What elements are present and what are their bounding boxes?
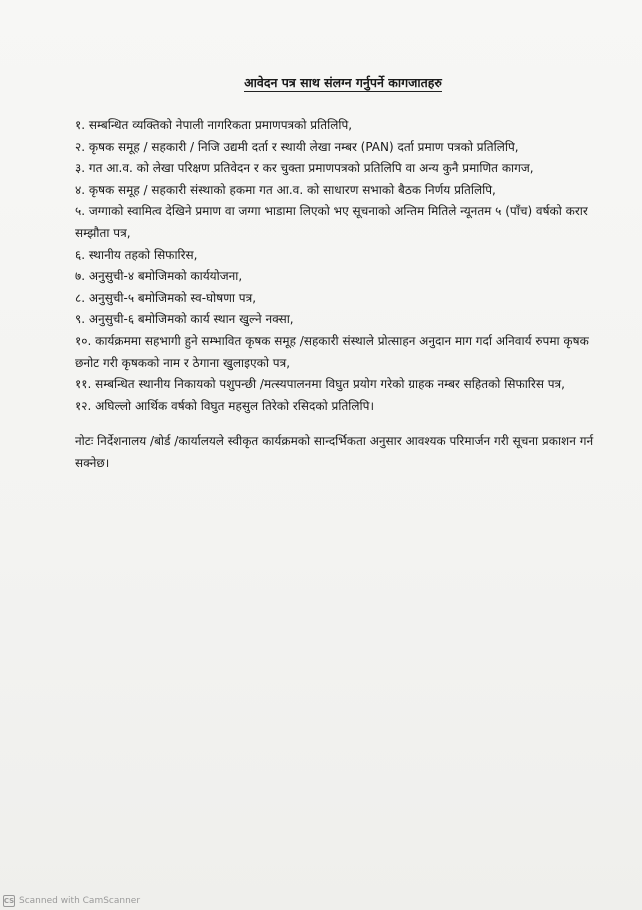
list-item: ५. जग्गाको स्वामित्व देखिने प्रमाण वा जग्गा भाडामा लिएको भए सूचनाको अन्तिम मितिले न्यूनतम ५ (पाँच) वर्षको करार सम्झौता पत्र, xyxy=(75,204,588,240)
list-item: ९. अनुसुची-६ बमोजिमको कार्य स्थान खुल्ने नक्सा, xyxy=(75,312,294,327)
list-item: ४. कृषक समूह / सहकारी संस्थाको हकमा गत आ.व. को साधारण सभाको बैठक निर्णय प्रतिलिपि, xyxy=(75,182,496,197)
note-paragraph: नोटः निर्देशनालय /बोर्ड /कार्यालयले स्वीकृत कार्यक्रमको सान्दर्भिकता अनुसार आवश्यक परिमार्जन गरी सूचना प्रकाशन गर्न सक्नेछ। xyxy=(75,434,594,470)
camscanner-icon: CS xyxy=(3,897,15,905)
list-item: ६. स्थानीय तहको सिफारिस, xyxy=(75,247,198,262)
list-item: ७. अनुसुची-४ बमोजिमको कार्ययोजना, xyxy=(75,269,243,284)
list-item: १. सम्बन्धित व्यक्तिको नेपाली नागरिकता प्रमाणपत्रको प्रतिलिपि, xyxy=(75,118,353,132)
list-item: १०. कार्यक्रममा सहभागी हुने सम्भावित कृषक समूह /सहकारी संस्थाले प्रोत्साहन अनुदान माग गर्दा अनिवार्य रुपमा कृषक छनोट गरी कृषकको नाम र ठेगाना खुलाइएको पत्र, xyxy=(75,333,589,370)
list-item: ३. गत आ.व. को लेखा परिक्षण प्रतिवेदन र कर चुक्ता प्रमाणपत्रको प्रतिलिपि वा अन्य कुनै प्रमाणित कागज, xyxy=(75,161,534,176)
list-item: ८. अनुसुची-५ बमोजिमको स्व-घोषणा पत्र, xyxy=(75,290,257,305)
list-item: १२. अघिल्लो आर्थिक वर्षको विघुत महसुल तिरेको रसिदको प्रतिलिपि। xyxy=(75,398,375,413)
watermark-text: Scanned with CamScanner xyxy=(19,896,141,906)
list-item: २. कृषक समूह / सहकारी / निजि उद्यमी दर्ता र स्थायी लेखा नम्बर (PAN) दर्ता प्रमाण पत्रको प्रतिलिपि, xyxy=(75,139,519,154)
list-item: ११. सम्बन्धित स्थानीय निकायको पशुपन्छी /मत्स्यपालनमा विघुत प्रयोग गरेको ग्राहक नम्बर सहितको सिफारिस पत्र, xyxy=(75,377,565,392)
document-title xyxy=(22,74,642,91)
title-text: आवेदन पत्र साथ संलग्न गर्नुपर्ने कागजातहरु xyxy=(244,75,442,90)
document-list xyxy=(75,115,600,417)
scanner-watermark xyxy=(3,895,140,907)
